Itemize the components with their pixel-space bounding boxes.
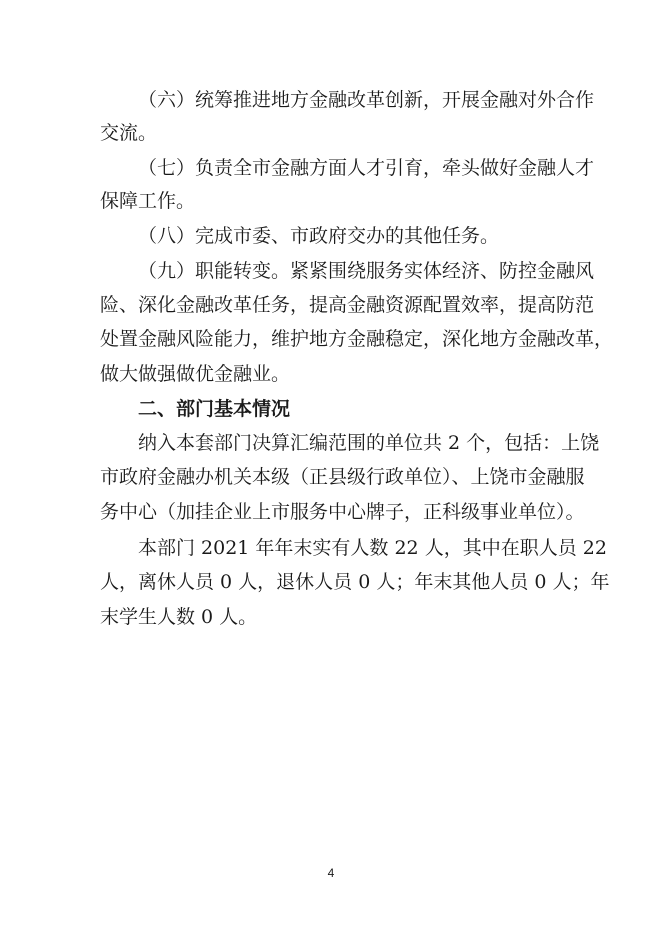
- staff-paragraph-line-2: 人，离休人员 0 人，退休人员 0 人；年末其他人员 0 人；年: [100, 571, 610, 593]
- paragraph-9-line-1: （九）职能转变。紧紧围绕服务实体经济、防控金融风: [138, 260, 595, 282]
- paragraph-9-line-3: 处置金融风险能力，维护地方金融稳定，深化地方金融改革，: [100, 328, 614, 350]
- units-paragraph-line-1: 纳入本套部门决算汇编范围的单位共 2 个，包括：上饶: [138, 432, 600, 454]
- staff-paragraph-line-1: 本部门 2021 年年末实有人数 22 人，其中在职人员 22: [138, 537, 607, 559]
- paragraph-8-line-1: （八）完成市委、市政府交办的其他任务。: [138, 225, 500, 247]
- staff-paragraph-line-3: 末学生人数 0 人。: [100, 606, 258, 628]
- section-heading: 二、部门基本情况: [138, 398, 291, 420]
- paragraph-6-line-1: （六）统筹推进地方金融改革创新，开展金融对外合作: [138, 89, 595, 111]
- page-number: 4: [327, 866, 335, 880]
- units-paragraph-line-3: 务中心（加挂企业上市服务中心牌子，正科级事业单位）。: [100, 501, 585, 523]
- paragraph-7-line-1: （七）负责全市金融方面人才引育，牵头做好金融人才: [138, 157, 595, 179]
- paragraph-9-line-4: 做大做强做优金融业。: [100, 363, 291, 385]
- paragraph-6-line-2: 交流。: [100, 122, 158, 144]
- units-paragraph-line-2: 市政府金融办机关本级（正县级行政单位）、上饶市金融服: [100, 466, 585, 488]
- paragraph-9-line-2: 险、深化金融改革任务，提高金融资源配置效率，提高防范: [100, 294, 595, 316]
- paragraph-7-line-2: 保障工作。: [100, 190, 196, 212]
